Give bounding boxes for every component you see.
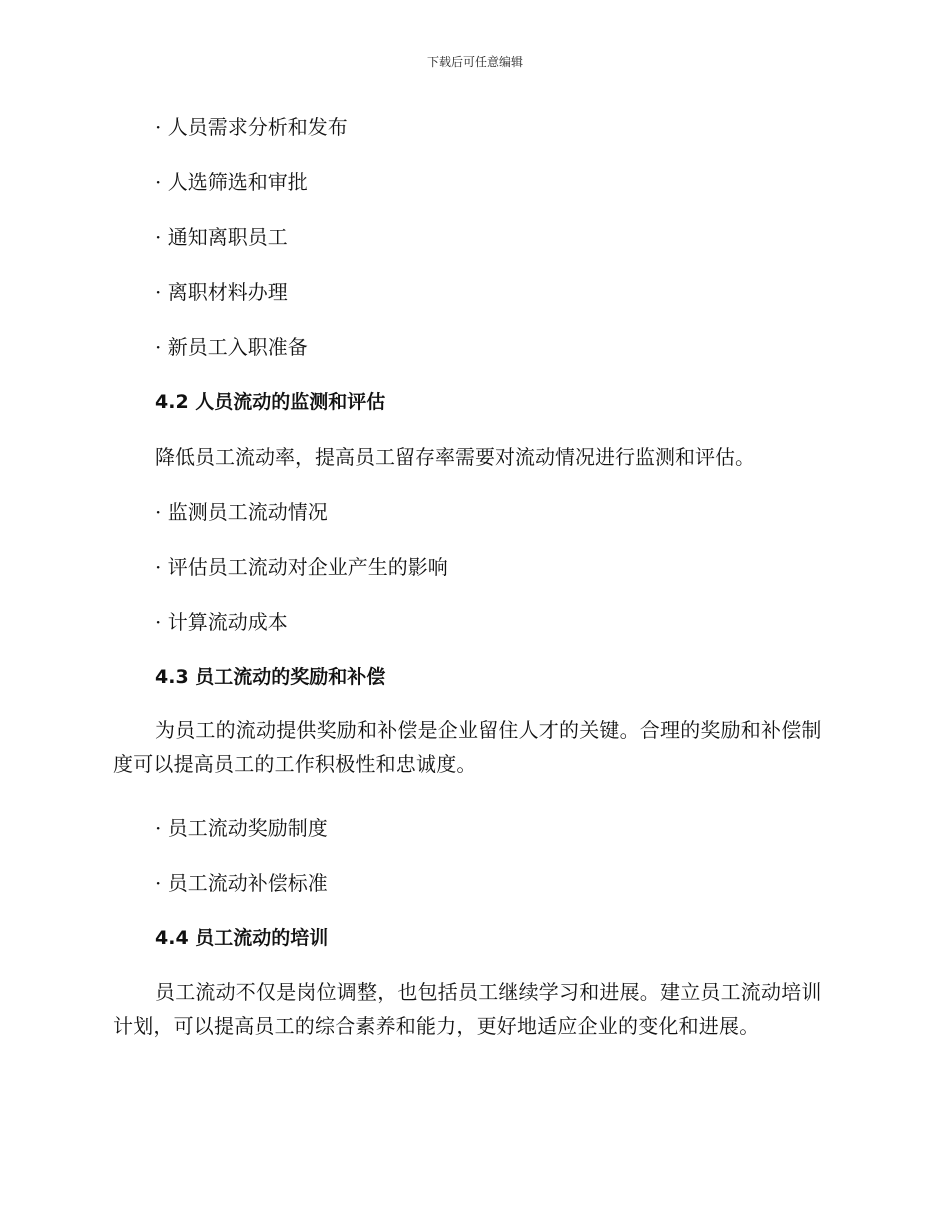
header-note: 下载后可任意编辑 (426, 55, 523, 69)
section-heading-4-4: 4.4 员工流动的培训 (155, 927, 329, 949)
section-paragraph-4-4: 员工流动不仅是岗位调整，也包括员工继续学习和进展。建立员工流动培训计划，可以提高员工的综合素养和能力，更好地适应企业的变化和进展。 (113, 980, 822, 1038)
section-heading-4-3: 4.3 员工流动的奖励和补偿 (155, 666, 386, 688)
section-paragraph-4-2: 降低员工流动率，提高员工留存率需要对流动情况进行监测和评估。 (155, 445, 755, 469)
list-item: · 评估员工流动对企业产生的影响 (155, 555, 448, 579)
list-item: · 离职材料办理 (155, 280, 288, 304)
list-item: · 监测员工流动情况 (155, 500, 328, 524)
list-item: · 员工流动奖励制度 (155, 816, 328, 840)
list-item: · 通知离职员工 (155, 225, 288, 249)
list-item: · 员工流动补偿标准 (155, 871, 328, 895)
list-item: · 人选筛选和审批 (155, 170, 308, 194)
list-item: · 新员工入职准备 (155, 335, 308, 359)
list-item: · 计算流动成本 (155, 610, 288, 634)
list-item: · 人员需求分析和发布 (155, 115, 348, 139)
section-paragraph-4-3: 为员工的流动提供奖励和补偿是企业留住人才的关键。合理的奖励和补偿制度可以提高员工的工作积极性和忠诚度。 (113, 718, 822, 776)
section-heading-4-2: 4.2 人员流动的监测和评估 (155, 391, 386, 413)
